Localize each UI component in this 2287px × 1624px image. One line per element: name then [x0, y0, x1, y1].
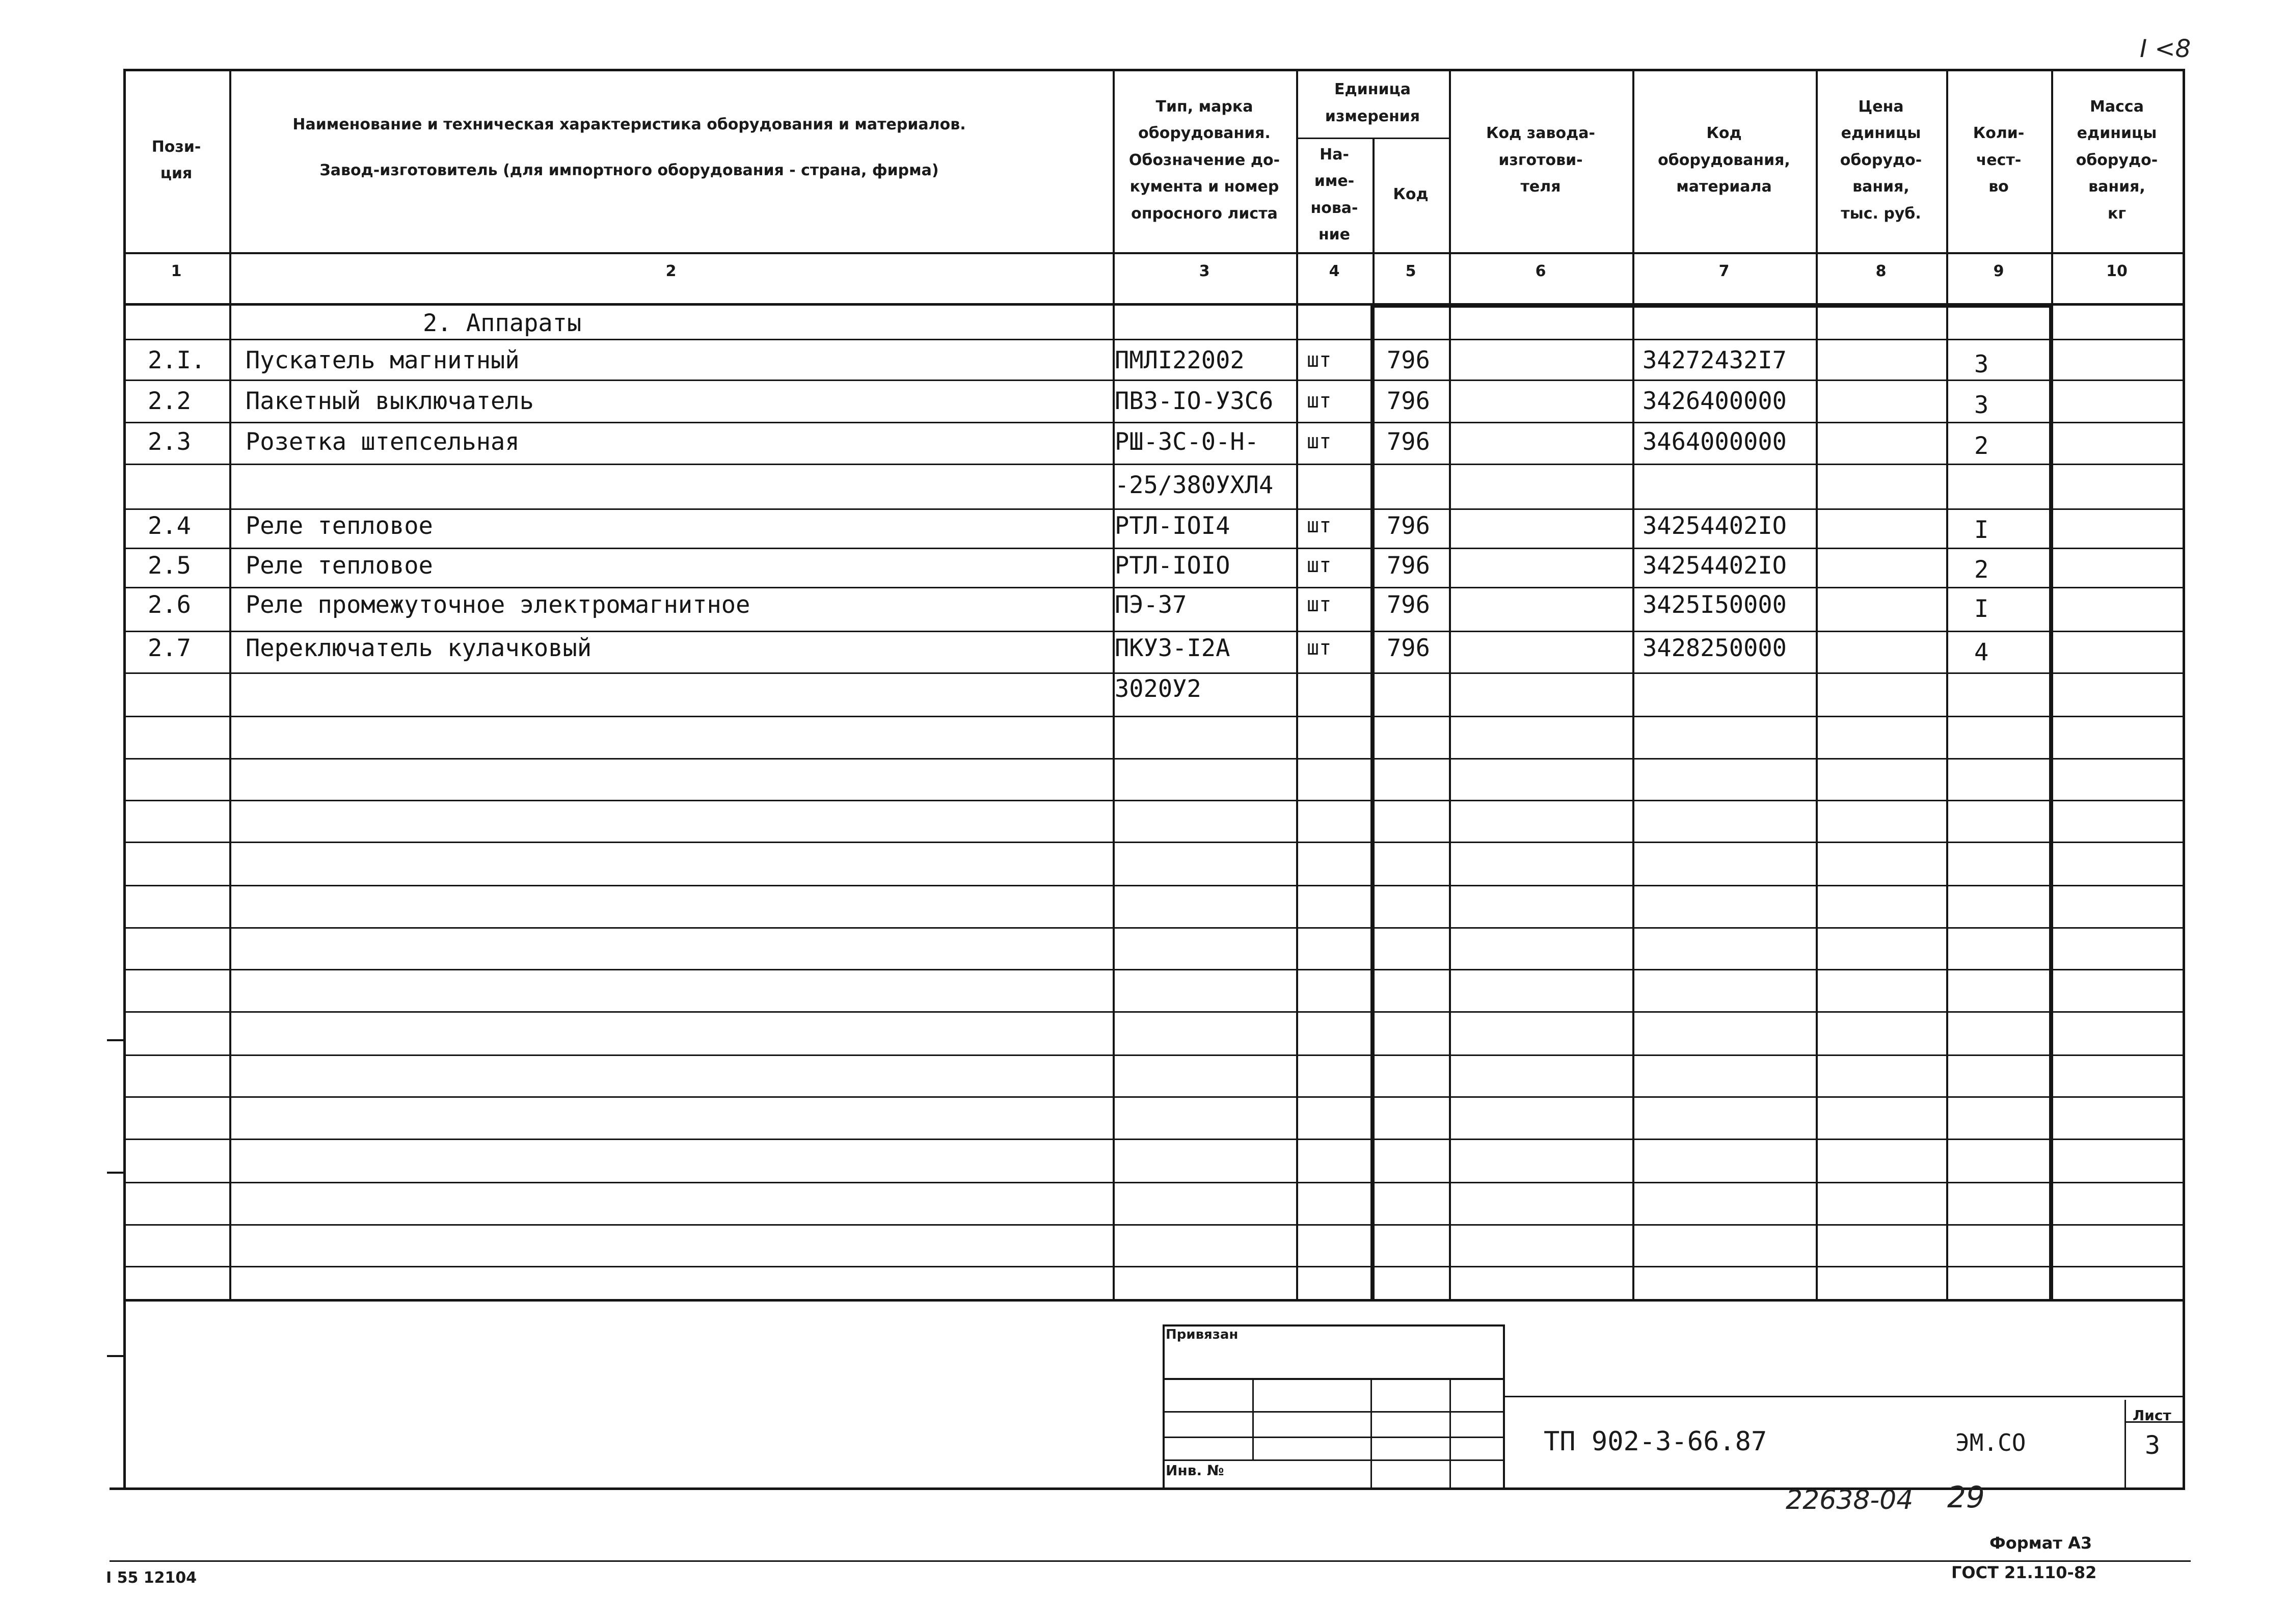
row-position: 2.2	[148, 387, 191, 415]
rule-line	[123, 69, 2184, 71]
row-equipment-code: 3464000000	[1643, 428, 1787, 456]
rule-line	[123, 1299, 126, 1490]
column-number: 5	[1405, 262, 1416, 280]
rule-line	[1370, 1378, 1372, 1488]
row-type: ПВЗ-IО-У3С6	[1115, 387, 1274, 415]
row-name: Пакетный выключатель	[246, 387, 534, 415]
rule-line	[123, 1299, 2184, 1302]
column-number: 10	[2106, 262, 2128, 280]
rule-line	[123, 548, 2184, 549]
row-quantity: 2	[1974, 432, 1989, 460]
row-type: -25/380УХЛ4	[1115, 471, 1274, 499]
rule-line	[2183, 69, 2185, 1299]
header-col3: Тип, марка оборудования. Обозначение до- кумента и номер опросного листа	[1128, 97, 1280, 223]
header-col9: Коли- чест- во	[1973, 124, 2025, 196]
rule-line	[1163, 1324, 1165, 1488]
rule-line	[123, 758, 2184, 760]
row-name: Реле тепловое	[246, 552, 433, 580]
column-number: 1	[171, 262, 182, 280]
rule-line	[123, 1224, 2184, 1226]
row-quantity: 2	[1974, 556, 1989, 584]
row-name: Розетка штепсельная	[246, 428, 520, 456]
rule-line	[1632, 69, 1634, 1299]
row-quantity: I	[1974, 595, 1989, 623]
rule-line	[107, 1172, 125, 1174]
rule-line	[123, 1054, 2184, 1056]
row-quantity: I	[1974, 516, 1989, 544]
header-col6: Код завода- изготови- теля	[1486, 124, 1595, 196]
row-unit-code: 796	[1387, 387, 1430, 415]
row-position: 2.4	[148, 512, 191, 540]
page-number: 29	[1947, 1480, 1985, 1514]
header-units-group: Единица измерения	[1325, 80, 1420, 125]
rule-line	[123, 339, 2184, 340]
header-col2-line2: Завод-изготовитель (для импортного оборудования - страна, фирма)	[319, 161, 939, 179]
header-col7: Код оборудования, материала	[1658, 124, 1790, 196]
row-unit: шт	[1307, 554, 1332, 577]
rule-line	[1252, 1378, 1254, 1459]
row-equipment-code: 34254402IО	[1643, 552, 1787, 580]
row-position: 2.6	[148, 591, 191, 619]
rule-line	[1503, 1396, 2184, 1397]
rule-line	[1163, 1378, 1503, 1380]
row-unit-code: 796	[1387, 552, 1430, 580]
header-col10: Масса единицы оборудо- вания, кг	[2076, 97, 2158, 223]
rule-line	[107, 1039, 125, 1041]
doc-code: ТП 902-3-66.87	[1544, 1426, 1767, 1457]
rule-line	[123, 464, 2184, 465]
row-type: ПКУЗ-I2А	[1115, 634, 1230, 662]
row-equipment-code: 3426400000	[1643, 387, 1787, 415]
rule-line	[1449, 1378, 1451, 1488]
row-type: РТЛ-IОI4	[1115, 512, 1230, 540]
row-unit: шт	[1307, 389, 1332, 413]
rule-line	[123, 1011, 2184, 1013]
rule-line	[110, 1560, 2191, 1562]
rule-line	[1163, 1459, 1503, 1461]
header-col8: Цена единицы оборудо- вания, тыс. руб.	[1840, 97, 1922, 223]
sheet-label: Лист	[2133, 1407, 2171, 1424]
header-col2-line1: Наименование и техническая характеристика оборудования и материалов.	[292, 115, 966, 133]
row-unit: шт	[1307, 430, 1332, 453]
row-position: 2.7	[148, 634, 191, 662]
row-unit-code: 796	[1387, 428, 1430, 456]
rule-line	[2183, 1299, 2185, 1490]
row-type: ПМЛI22002	[1115, 346, 1245, 374]
row-name: Реле тепловое	[246, 512, 433, 540]
rule-line	[1816, 69, 1818, 1299]
column-number: 3	[1199, 262, 1210, 280]
rule-line	[1370, 303, 1374, 1301]
row-position: 2.3	[148, 428, 191, 456]
footer-left-code: I 55 12104	[106, 1569, 197, 1587]
row-unit-code: 796	[1387, 634, 1430, 662]
row-name: Реле промежуточное электромагнитное	[246, 591, 750, 619]
rule-line	[1373, 305, 2051, 308]
rule-line	[123, 1182, 2184, 1183]
footer-format: Формат А3	[1989, 1533, 2092, 1553]
rule-line	[123, 508, 2184, 510]
rule-line	[123, 672, 2184, 674]
rule-line	[229, 69, 231, 1299]
rule-line	[123, 422, 2184, 423]
row-quantity: 4	[1974, 638, 1989, 666]
header-col1: Пози- ция	[151, 138, 201, 182]
rule-line	[123, 800, 2184, 801]
rule-line	[1163, 1437, 1503, 1438]
row-equipment-code: 34254402IО	[1643, 512, 1787, 540]
column-number: 4	[1329, 262, 1340, 280]
row-position: 2.5	[148, 552, 191, 580]
rule-line	[2124, 1400, 2126, 1488]
rule-line	[1946, 69, 1948, 1299]
rule-line	[123, 69, 126, 1299]
section-title: 2. Аппараты	[423, 309, 582, 337]
stamp-linked-label: Привязан	[1166, 1327, 1239, 1342]
rule-line	[123, 1266, 2184, 1267]
row-position: 2.I.	[148, 346, 206, 374]
row-unit: шт	[1307, 636, 1332, 660]
rule-line	[123, 587, 2184, 588]
footer-gost: ГОСТ 21.110-82	[1951, 1563, 2097, 1582]
rule-line	[123, 927, 2184, 929]
rule-line	[1163, 1324, 1503, 1327]
row-quantity: 3	[1974, 350, 1989, 378]
rule-line	[1163, 1411, 1503, 1413]
row-type: РТЛ-IОIО	[1115, 552, 1230, 580]
rule-line	[123, 631, 2184, 632]
stamp-inv-label: Инв. №	[1166, 1462, 1224, 1479]
row-type: 3020У2	[1115, 675, 1201, 703]
rule-line	[123, 842, 2184, 843]
row-type: ПЭ-37	[1115, 591, 1187, 619]
rule-line	[123, 885, 2184, 886]
header-col5: Код	[1393, 185, 1429, 204]
rule-line	[123, 1139, 2184, 1140]
row-equipment-code: 3428250000	[1643, 634, 1787, 662]
rule-line	[1296, 69, 1298, 1299]
row-equipment-code: 34272432I7	[1643, 346, 1787, 374]
column-number: 2	[665, 262, 677, 280]
rule-line	[1503, 1324, 1505, 1488]
rule-line	[1449, 69, 1451, 1299]
row-unit-code: 796	[1387, 346, 1430, 374]
rule-line	[2049, 303, 2053, 1301]
column-number: 8	[1875, 262, 1887, 280]
rule-line	[123, 380, 2184, 381]
rule-line	[107, 1355, 125, 1357]
row-unit: шт	[1307, 348, 1332, 372]
rule-line	[123, 252, 2184, 254]
rule-line	[123, 969, 2184, 970]
sheet-number: 3	[2145, 1430, 2161, 1460]
rule-line	[123, 1096, 2184, 1098]
header-col4: На- име- нова- ние	[1310, 145, 1358, 243]
row-equipment-code: 3425I50000	[1643, 591, 1787, 619]
row-unit: шт	[1307, 514, 1332, 537]
section-code: ЭМ.СО	[1955, 1429, 2026, 1456]
column-number: 9	[1993, 262, 2004, 280]
column-number: 6	[1535, 262, 1546, 280]
row-unit-code: 796	[1387, 591, 1430, 619]
rule-line	[123, 716, 2184, 717]
row-type: РШ-3С-0-Н-	[1115, 428, 1259, 456]
row-unit: шт	[1307, 593, 1332, 616]
archive-number: 22638-04	[1786, 1485, 1914, 1515]
row-unit-code: 796	[1387, 512, 1430, 540]
rule-line	[1113, 69, 1115, 1299]
row-name: Переключатель кулачковый	[246, 634, 592, 662]
column-number: 7	[1718, 262, 1730, 280]
corner-mark: I <8	[2140, 35, 2191, 63]
row-quantity: 3	[1974, 391, 1989, 419]
row-name: Пускатель магнитный	[246, 346, 520, 374]
